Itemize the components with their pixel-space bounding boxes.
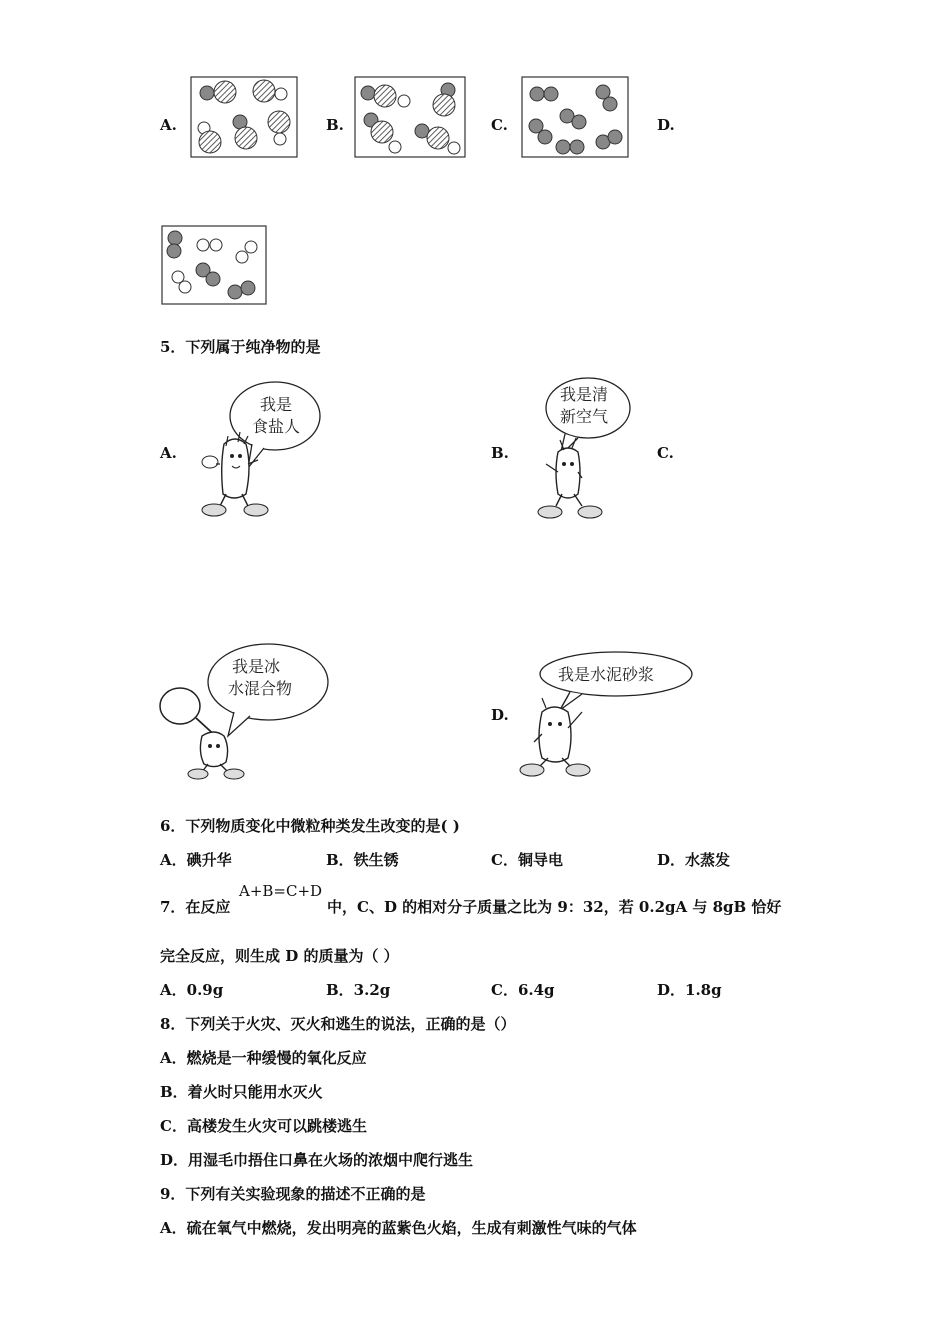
q5-option-c-label[interactable]: C. (657, 444, 674, 462)
q8-option-c[interactable]: C．高楼发生火灾可以跳楼逃生 (160, 1117, 367, 1135)
q7-stem-prefix: 7．在反应 (160, 898, 231, 916)
q5-cartoon-d (516, 648, 696, 780)
q7-option-d[interactable]: D．1.8g (657, 981, 722, 999)
q5-bubble-a-line1: 我是 (260, 395, 293, 414)
q5-bubble-b-line2: 新空气 (560, 407, 609, 426)
q4-diagram-d (161, 225, 267, 305)
q6-option-a[interactable]: A．碘升华 (160, 851, 232, 869)
q5-option-b-label[interactable]: B. (491, 444, 509, 462)
q4-diagram-c (521, 76, 629, 158)
q4-option-c-label[interactable]: C. (491, 116, 508, 134)
q9-option-a[interactable]: A．硫在氧气中燃烧，发出明亮的蓝紫色火焰，生成有刺激性气味的气体 (160, 1219, 637, 1237)
q5-bubble-d-line1: 我是水泥砂浆 (558, 665, 655, 684)
q4-option-a-label[interactable]: A. (160, 116, 177, 134)
q5-bubble-b-line1: 我是清 (560, 385, 609, 404)
q5-cartoon-b (520, 372, 650, 524)
q7-option-b[interactable]: B．3.2g (326, 981, 391, 999)
q6-option-c[interactable]: C．铜导电 (491, 851, 563, 869)
q5-cartoon-a (190, 376, 330, 526)
q7-stem-line2: 完全反应，则生成 D 的质量为（ ） (160, 947, 399, 965)
q4-option-d-label[interactable]: D. (657, 116, 675, 134)
q4-diagram-a (190, 76, 298, 158)
q6-option-d[interactable]: D．水蒸发 (657, 851, 731, 869)
q8-option-b[interactable]: B．着火时只能用水灭火 (160, 1083, 323, 1101)
q7-formula: A+B=C+D (239, 882, 323, 900)
q7-option-a[interactable]: A．0.9g (160, 981, 224, 999)
q6-stem: 6．下列物质变化中微粒种类发生改变的是( ) (160, 817, 460, 835)
q7-option-c[interactable]: C．6.4g (491, 981, 555, 999)
q8-stem: 8．下列关于火灾、灭火和逃生的说法，正确的是（） (160, 1015, 516, 1033)
q4-diagram-b (354, 76, 466, 158)
q7-stem-suffix: 中，C、D 的相对分子质量之比为 9：32，若 0.2gA 与 8gB 恰好 (327, 898, 782, 916)
q6-option-b[interactable]: B．铁生锈 (326, 851, 399, 869)
q5-cartoon-c (158, 640, 338, 780)
q5-bubble-c-line1: 我是冰 (232, 657, 281, 676)
q8-option-a[interactable]: A．燃烧是一种缓慢的氧化反应 (160, 1049, 367, 1067)
q5-option-d-label[interactable]: D. (491, 706, 509, 724)
q5-bubble-c-line2: 水混合物 (228, 679, 293, 698)
q5-stem: 5．下列属于纯净物的是 (160, 338, 321, 356)
q8-option-d[interactable]: D．用湿毛巾捂住口鼻在火场的浓烟中爬行逃生 (160, 1151, 474, 1169)
q5-bubble-a-line2: 食盐人 (252, 417, 301, 436)
q4-option-b-label[interactable]: B. (326, 116, 344, 134)
q9-stem: 9．下列有关实验现象的描述不正确的是 (160, 1185, 426, 1203)
q5-option-a-label[interactable]: A. (160, 444, 177, 462)
